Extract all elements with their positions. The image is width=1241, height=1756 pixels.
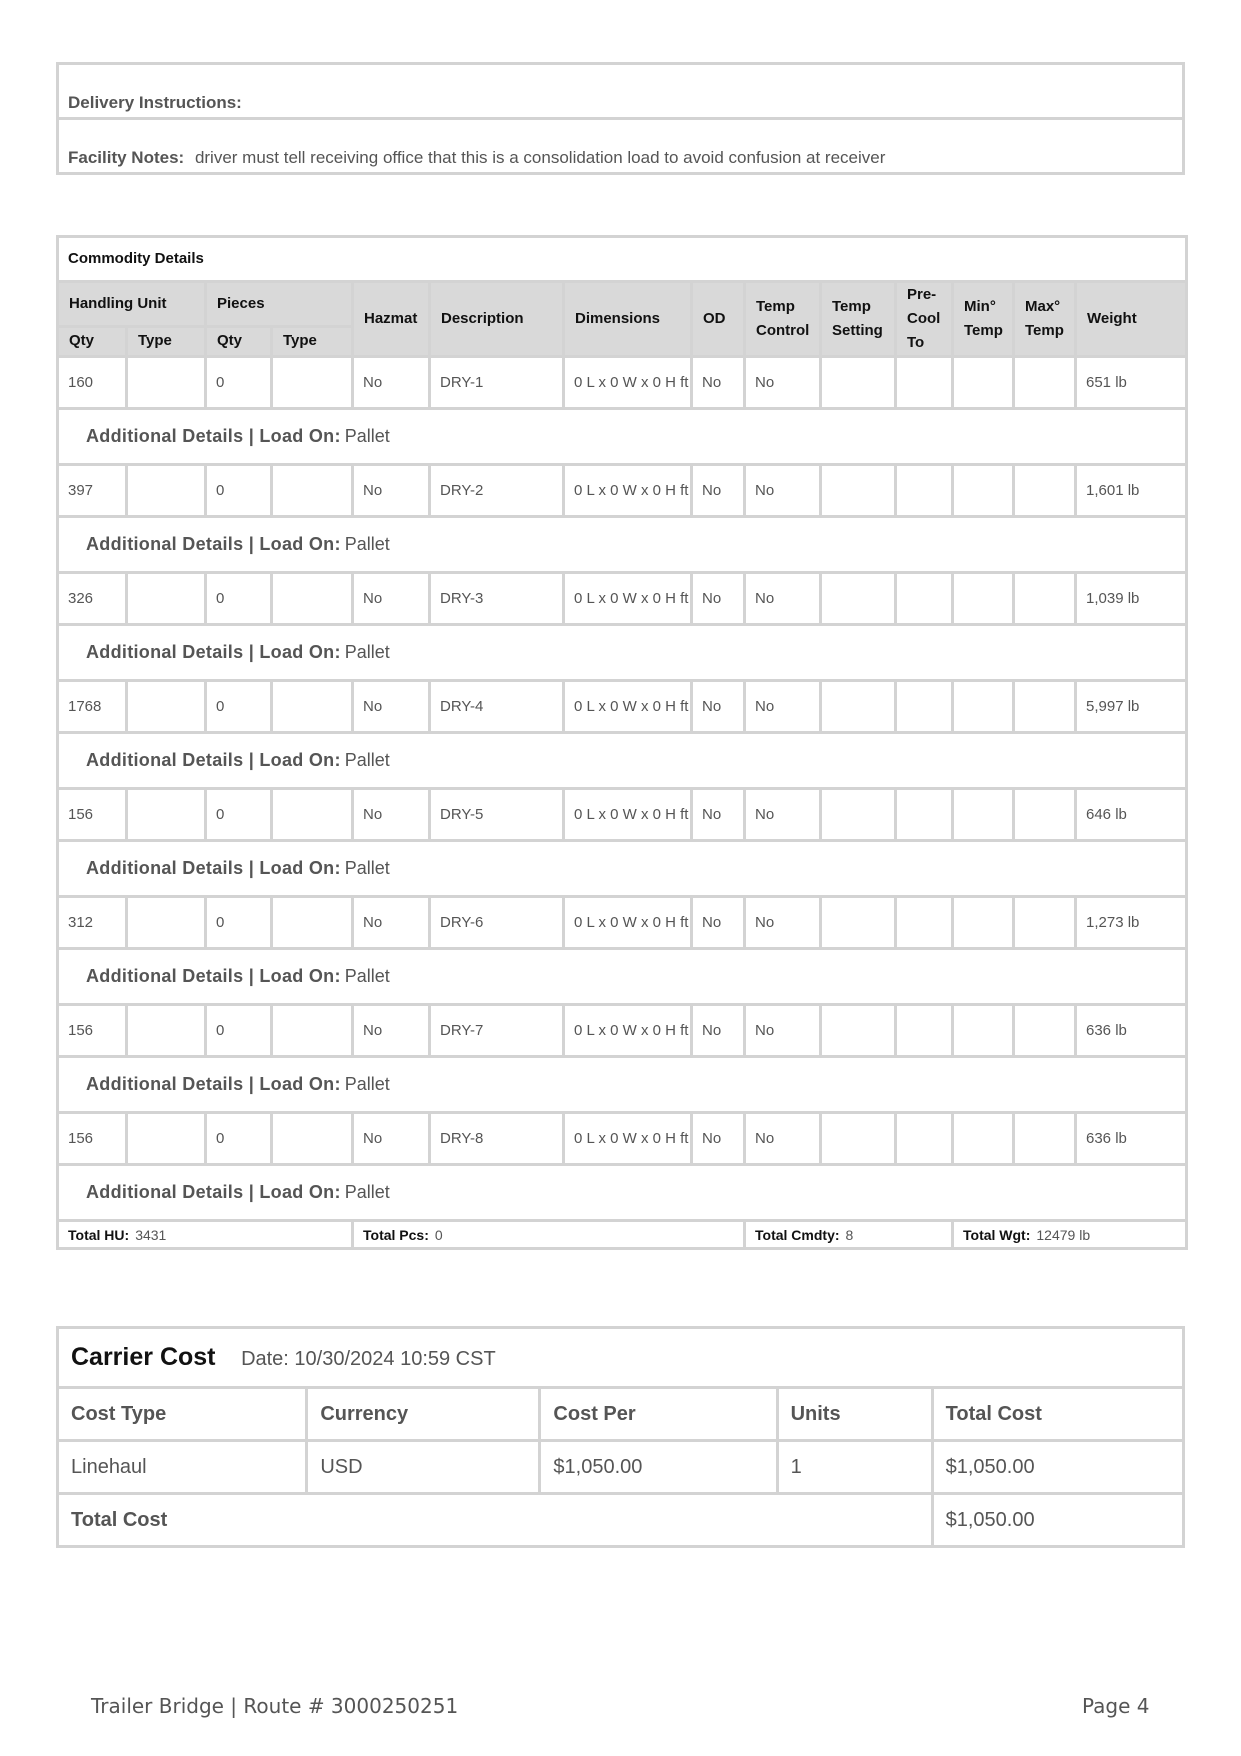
cell-weight: 1,039 lb	[1076, 573, 1187, 625]
commodity-totals-row	[58, 1221, 1187, 1249]
commodity-title: Commodity Details	[58, 237, 1187, 282]
cell-hu-qty: 1768	[58, 681, 127, 733]
carrier-cost-title: Carrier Cost	[71, 1343, 216, 1371]
total-hu-label: Total HU:	[68, 1226, 130, 1243]
header-cost-type: Cost Type	[58, 1388, 307, 1441]
cell-description: DRY-2	[430, 465, 564, 517]
cost-units: 1	[777, 1441, 932, 1494]
header-hu-qty: Qty	[58, 326, 127, 356]
cell-pre-cool	[896, 681, 953, 733]
additional-details-row	[58, 1057, 1187, 1113]
cell-min-temp	[953, 1113, 1014, 1165]
additional-details-row	[58, 409, 1187, 465]
cell-temp-control: No	[745, 573, 821, 625]
carrier-cost-header	[58, 1328, 1184, 1388]
additional-details-label: Additional Details | Load On:	[86, 642, 341, 662]
cell-min-temp	[953, 1005, 1014, 1057]
cell-temp-control: No	[745, 789, 821, 841]
delivery-instructions-label: Delivery Instructions:	[68, 93, 242, 112]
cell-description: DRY-4	[430, 681, 564, 733]
total-pcs-value: 0	[434, 1226, 443, 1243]
footer-route: Trailer Bridge | Route # 3000250251	[91, 1694, 459, 1718]
cost-total: $1,050.00	[932, 1441, 1183, 1494]
cell-weight: 1,273 lb	[1076, 897, 1187, 949]
additional-details-row	[58, 733, 1187, 789]
additional-details-label: Additional Details | Load On:	[86, 1074, 341, 1094]
additional-details-label: Additional Details | Load On:	[86, 426, 341, 446]
header-temp-control: Temp Control	[745, 282, 821, 357]
cell-max-temp	[1014, 1113, 1076, 1165]
carrier-cost-table	[56, 1326, 1185, 1548]
cell-hu-qty: 326	[58, 573, 127, 625]
cell-hu-qty: 397	[58, 465, 127, 517]
cell-hazmat: No	[353, 573, 430, 625]
cell-temp-setting	[821, 681, 896, 733]
additional-details-row	[58, 625, 1187, 681]
cell-description: DRY-1	[430, 357, 564, 409]
cell-min-temp	[953, 681, 1014, 733]
cell-min-temp	[953, 789, 1014, 841]
header-handling-unit: Handling Unit	[58, 282, 206, 327]
cell-pre-cool	[896, 357, 953, 409]
cost-total-value: $1,050.00	[932, 1494, 1183, 1547]
facility-notes-label: Facility Notes:	[68, 148, 185, 167]
cell-pc-qty: 0	[206, 573, 272, 625]
cell-temp-setting	[821, 1005, 896, 1057]
header-description: Description	[430, 282, 564, 357]
total-pcs-label: Total Pcs:	[363, 1226, 429, 1243]
cell-temp-setting	[821, 897, 896, 949]
cell-weight: 651 lb	[1076, 357, 1187, 409]
cell-pc-type	[272, 1005, 353, 1057]
cell-pre-cool	[896, 465, 953, 517]
cell-temp-control: No	[745, 1005, 821, 1057]
cell-pre-cool	[896, 1005, 953, 1057]
cell-hu-type	[127, 897, 206, 949]
header-hazmat: Hazmat	[353, 282, 430, 357]
cell-hu-type	[127, 573, 206, 625]
commodity-row	[58, 1113, 1187, 1165]
cell-max-temp	[1014, 681, 1076, 733]
cell-temp-setting	[821, 789, 896, 841]
header-od: OD	[692, 282, 745, 357]
cell-temp-setting	[821, 1113, 896, 1165]
header-units: Units	[777, 1388, 932, 1441]
commodity-row	[58, 573, 1187, 625]
cell-pc-type	[272, 789, 353, 841]
load-on-value: Pallet	[344, 1182, 390, 1202]
header-pc-qty: Qty	[206, 326, 272, 356]
cell-hu-qty: 156	[58, 1005, 127, 1057]
cell-min-temp	[953, 573, 1014, 625]
cell-hu-type	[127, 357, 206, 409]
header-currency: Currency	[307, 1388, 540, 1441]
commodity-row	[58, 681, 1187, 733]
cell-pc-type	[272, 465, 353, 517]
facility-notes-row	[58, 119, 1184, 174]
cell-hazmat: No	[353, 897, 430, 949]
cell-hazmat: No	[353, 789, 430, 841]
header-temp-setting: Temp Setting	[821, 282, 896, 357]
cell-dimensions: 0 L x 0 W x 0 H ft	[564, 357, 692, 409]
cell-hazmat: No	[353, 1005, 430, 1057]
load-on-value: Pallet	[344, 858, 390, 878]
cell-pre-cool	[896, 897, 953, 949]
cell-min-temp	[953, 357, 1014, 409]
additional-details-label: Additional Details | Load On:	[86, 966, 341, 986]
cell-dimensions: 0 L x 0 W x 0 H ft	[564, 1113, 692, 1165]
cell-min-temp	[953, 465, 1014, 517]
cost-type: Linehaul	[58, 1441, 307, 1494]
cell-od: No	[692, 465, 745, 517]
cell-temp-control: No	[745, 465, 821, 517]
cell-temp-setting	[821, 465, 896, 517]
additional-details-label: Additional Details | Load On:	[86, 1182, 341, 1202]
cell-hu-type	[127, 681, 206, 733]
header-cost-per: Cost Per	[540, 1388, 777, 1441]
cell-hazmat: No	[353, 465, 430, 517]
cell-description: DRY-7	[430, 1005, 564, 1057]
delivery-instructions-row	[58, 64, 1184, 119]
cell-weight: 1,601 lb	[1076, 465, 1187, 517]
cell-od: No	[692, 1113, 745, 1165]
cell-od: No	[692, 573, 745, 625]
additional-details-label: Additional Details | Load On:	[86, 534, 341, 554]
cell-hazmat: No	[353, 681, 430, 733]
cell-pc-qty: 0	[206, 789, 272, 841]
additional-details-row	[58, 517, 1187, 573]
header-pieces: Pieces	[206, 282, 353, 327]
cell-hu-qty: 156	[58, 1113, 127, 1165]
header-dimensions: Dimensions	[564, 282, 692, 357]
cell-max-temp	[1014, 897, 1076, 949]
cell-max-temp	[1014, 573, 1076, 625]
header-pre-cool: Pre-Cool To	[896, 282, 953, 357]
total-wgt-value: 12479 lb	[1036, 1226, 1091, 1243]
additional-details-row	[58, 1165, 1187, 1221]
cell-od: No	[692, 789, 745, 841]
cell-pc-type	[272, 1113, 353, 1165]
cell-hu-qty: 156	[58, 789, 127, 841]
total-hu-value: 3431	[135, 1226, 167, 1243]
cost-total-row	[58, 1494, 1184, 1547]
cell-hu-type	[127, 789, 206, 841]
cell-min-temp	[953, 897, 1014, 949]
cell-weight: 636 lb	[1076, 1113, 1187, 1165]
total-wgt-label: Total Wgt:	[963, 1226, 1031, 1243]
cell-description: DRY-6	[430, 897, 564, 949]
commodity-row	[58, 465, 1187, 517]
commodity-row	[58, 789, 1187, 841]
cell-hazmat: No	[353, 357, 430, 409]
cell-pc-type	[272, 681, 353, 733]
carrier-cost-column-headers	[58, 1388, 1184, 1441]
cell-pre-cool	[896, 1113, 953, 1165]
cell-description: DRY-3	[430, 573, 564, 625]
load-on-value: Pallet	[344, 966, 390, 986]
cell-pre-cool	[896, 789, 953, 841]
cell-od: No	[692, 897, 745, 949]
cell-hazmat: No	[353, 1113, 430, 1165]
load-on-value: Pallet	[344, 534, 390, 554]
commodity-row	[58, 897, 1187, 949]
cell-hu-type	[127, 1113, 206, 1165]
cell-temp-control: No	[745, 357, 821, 409]
load-on-value: Pallet	[344, 642, 390, 662]
cell-temp-control: No	[745, 1113, 821, 1165]
total-cmdty-value: 8	[845, 1226, 854, 1243]
cell-dimensions: 0 L x 0 W x 0 H ft	[564, 573, 692, 625]
cell-dimensions: 0 L x 0 W x 0 H ft	[564, 789, 692, 841]
cost-row	[58, 1441, 1184, 1494]
cell-weight: 646 lb	[1076, 789, 1187, 841]
cell-pc-qty: 0	[206, 357, 272, 409]
commodity-row	[58, 357, 1187, 409]
cell-dimensions: 0 L x 0 W x 0 H ft	[564, 465, 692, 517]
cell-pc-type	[272, 897, 353, 949]
header-pc-type: Type	[272, 326, 353, 356]
instructions-table	[56, 62, 1185, 175]
cell-description: DRY-8	[430, 1113, 564, 1165]
cell-temp-control: No	[745, 897, 821, 949]
cell-pc-qty: 0	[206, 897, 272, 949]
header-weight: Weight	[1076, 282, 1187, 357]
cell-hu-type	[127, 1005, 206, 1057]
cell-max-temp	[1014, 789, 1076, 841]
cell-temp-control: No	[745, 681, 821, 733]
load-on-value: Pallet	[344, 750, 390, 770]
cell-max-temp	[1014, 357, 1076, 409]
additional-details-row	[58, 841, 1187, 897]
cell-hu-type	[127, 465, 206, 517]
additional-details-label: Additional Details | Load On:	[86, 750, 341, 770]
load-on-value: Pallet	[344, 426, 390, 446]
load-on-value: Pallet	[344, 1074, 390, 1094]
cost-per: $1,050.00	[540, 1441, 777, 1494]
carrier-cost-date: Date: 10/30/2024 10:59 CST	[241, 1348, 496, 1370]
cell-pc-qty: 0	[206, 1005, 272, 1057]
cell-pc-qty: 0	[206, 681, 272, 733]
header-hu-type: Type	[127, 326, 206, 356]
header-min-temp: Min° Temp	[953, 282, 1014, 357]
commodity-table	[56, 235, 1188, 1250]
footer-page-number: Page 4	[1082, 1694, 1150, 1718]
cell-weight: 636 lb	[1076, 1005, 1187, 1057]
cell-pc-qty: 0	[206, 465, 272, 517]
cell-temp-setting	[821, 357, 896, 409]
cell-od: No	[692, 357, 745, 409]
cell-dimensions: 0 L x 0 W x 0 H ft	[564, 681, 692, 733]
facility-notes-value: driver must tell receiving office that this is a consolidation load to avoid confusion at receiver	[194, 148, 886, 167]
cell-description: DRY-5	[430, 789, 564, 841]
additional-details-row	[58, 949, 1187, 1005]
cell-weight: 5,997 lb	[1076, 681, 1187, 733]
header-total-cost: Total Cost	[932, 1388, 1183, 1441]
cell-od: No	[692, 681, 745, 733]
cell-temp-setting	[821, 573, 896, 625]
commodity-row	[58, 1005, 1187, 1057]
cell-max-temp	[1014, 465, 1076, 517]
cell-od: No	[692, 1005, 745, 1057]
cell-dimensions: 0 L x 0 W x 0 H ft	[564, 897, 692, 949]
cost-total-label: Total Cost	[58, 1494, 933, 1547]
cell-pc-type	[272, 357, 353, 409]
additional-details-label: Additional Details | Load On:	[86, 858, 341, 878]
cell-hu-qty: 312	[58, 897, 127, 949]
cell-dimensions: 0 L x 0 W x 0 H ft	[564, 1005, 692, 1057]
cost-currency: USD	[307, 1441, 540, 1494]
cell-pre-cool	[896, 573, 953, 625]
cell-max-temp	[1014, 1005, 1076, 1057]
header-max-temp: Max° Temp	[1014, 282, 1076, 357]
total-cmdty-label: Total Cmdty:	[755, 1226, 840, 1243]
cell-pc-type	[272, 573, 353, 625]
cell-pc-qty: 0	[206, 1113, 272, 1165]
cell-hu-qty: 160	[58, 357, 127, 409]
